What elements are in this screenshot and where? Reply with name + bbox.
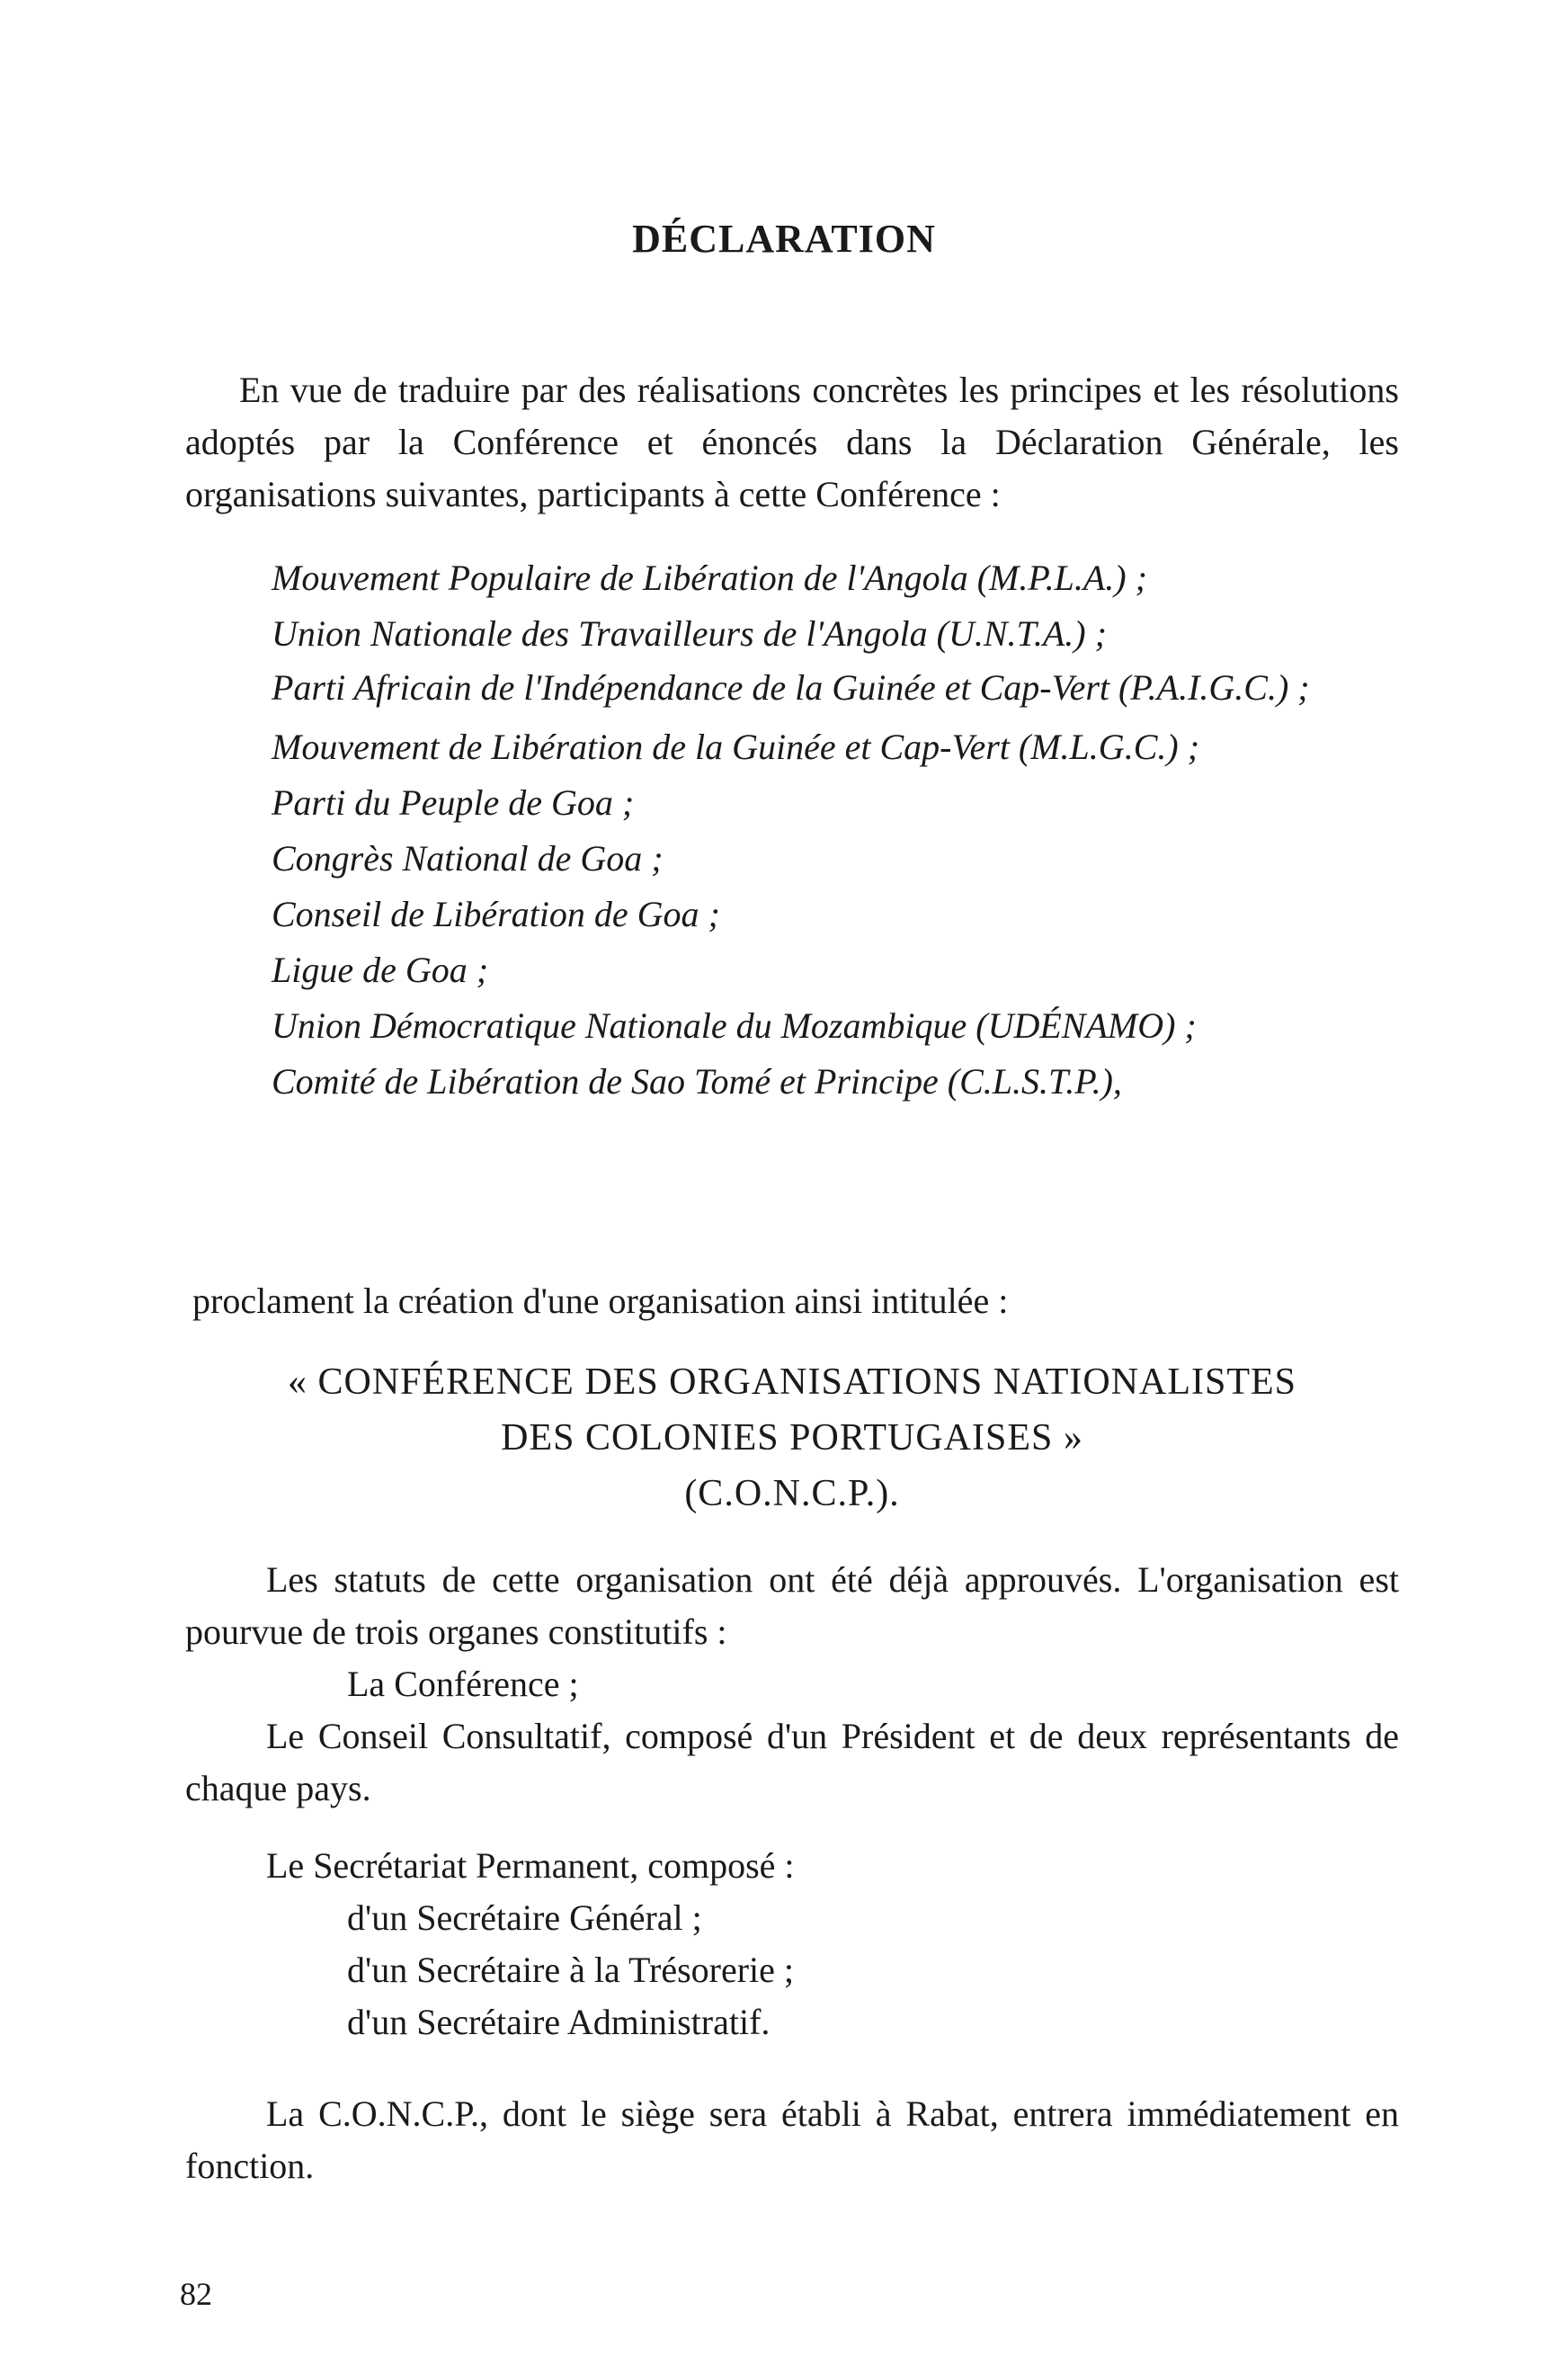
page-number: 82 <box>180 2276 212 2312</box>
statuts-paragraph: Les statuts de cette organisation ont été déjà approuvés. L'organisation est pourvue de trois organes constitutifs : <box>185 1559 1399 1652</box>
secretariat-member: d'un Secrétaire Administratif. <box>347 2002 771 2042</box>
organization-item: Conseil de Libération de Goa ; <box>272 894 720 934</box>
organization-item: Mouvement Populaire de Libération de l'Angola (M.P.L.A.) ; <box>272 558 1147 598</box>
proclamation-line: proclament la création d'une organisation ainsi intitulée : <box>192 1281 1009 1321</box>
organization-item: Ligue de Goa ; <box>272 950 489 990</box>
organe-secretariat: Le Secrétariat Permanent, composé : <box>266 1845 795 1886</box>
organization-title-block <box>185 1354 1399 1522</box>
organization-acronym: (C.O.N.C.P.). <box>684 1473 900 1514</box>
organization-item: Union Démocratique Nationale du Mozambique (UDÉNAMO) ; <box>272 1005 1197 1046</box>
intro-paragraph: En vue de traduire par des réalisations concrètes les principes et les résolutions adoptés par la Conférence et énoncés dans la Déclaration Générale, les organisations suivantes, participants à cette Conférence : <box>185 370 1399 514</box>
organization-title-line-2: DES COLONIES PORTUGAISES » <box>501 1417 1083 1459</box>
organization-list <box>185 550 1399 1110</box>
organization-title-line-1: « CONFÉRENCE DES ORGANISATIONS NATIONALISTES <box>287 1361 1297 1403</box>
organe-conference: La Conférence ; <box>347 1664 579 1704</box>
organization-item: Parti du Peuple de Goa ; <box>272 782 635 823</box>
organe-conseil: Le Conseil Consultatif, composé d'un Président et de deux représentants de chaque pays. <box>185 1716 1399 1808</box>
organization-item: Comité de Libération de Sao Tomé et Principe (C.L.S.T.P.), <box>272 1061 1122 1102</box>
organization-item: Congrès National de Goa ; <box>272 838 664 879</box>
secretariat-member: d'un Secrétaire Général ; <box>347 1897 702 1938</box>
organization-item: Parti Africain de l'Indépendance de la Guinée et Cap-Vert (P.A.I.G.C.) ; <box>272 667 1310 708</box>
statuts-section <box>185 1554 1399 1815</box>
secretariat-section <box>185 1840 1399 2048</box>
secretariat-member: d'un Secrétaire à la Trésorerie ; <box>347 1950 795 1990</box>
final-paragraph: La C.O.N.C.P., dont le siège sera établi à Rabat, entrera immédiatement en fonction. <box>185 2093 1399 2186</box>
organization-item: Union Nationale des Travailleurs de l'Angola (U.N.T.A.) ; <box>272 613 1107 654</box>
page-title: DÉCLARATION <box>632 217 936 261</box>
organization-item: Mouvement de Libération de la Guinée et Cap-Vert (M.L.G.C.) ; <box>272 727 1200 767</box>
